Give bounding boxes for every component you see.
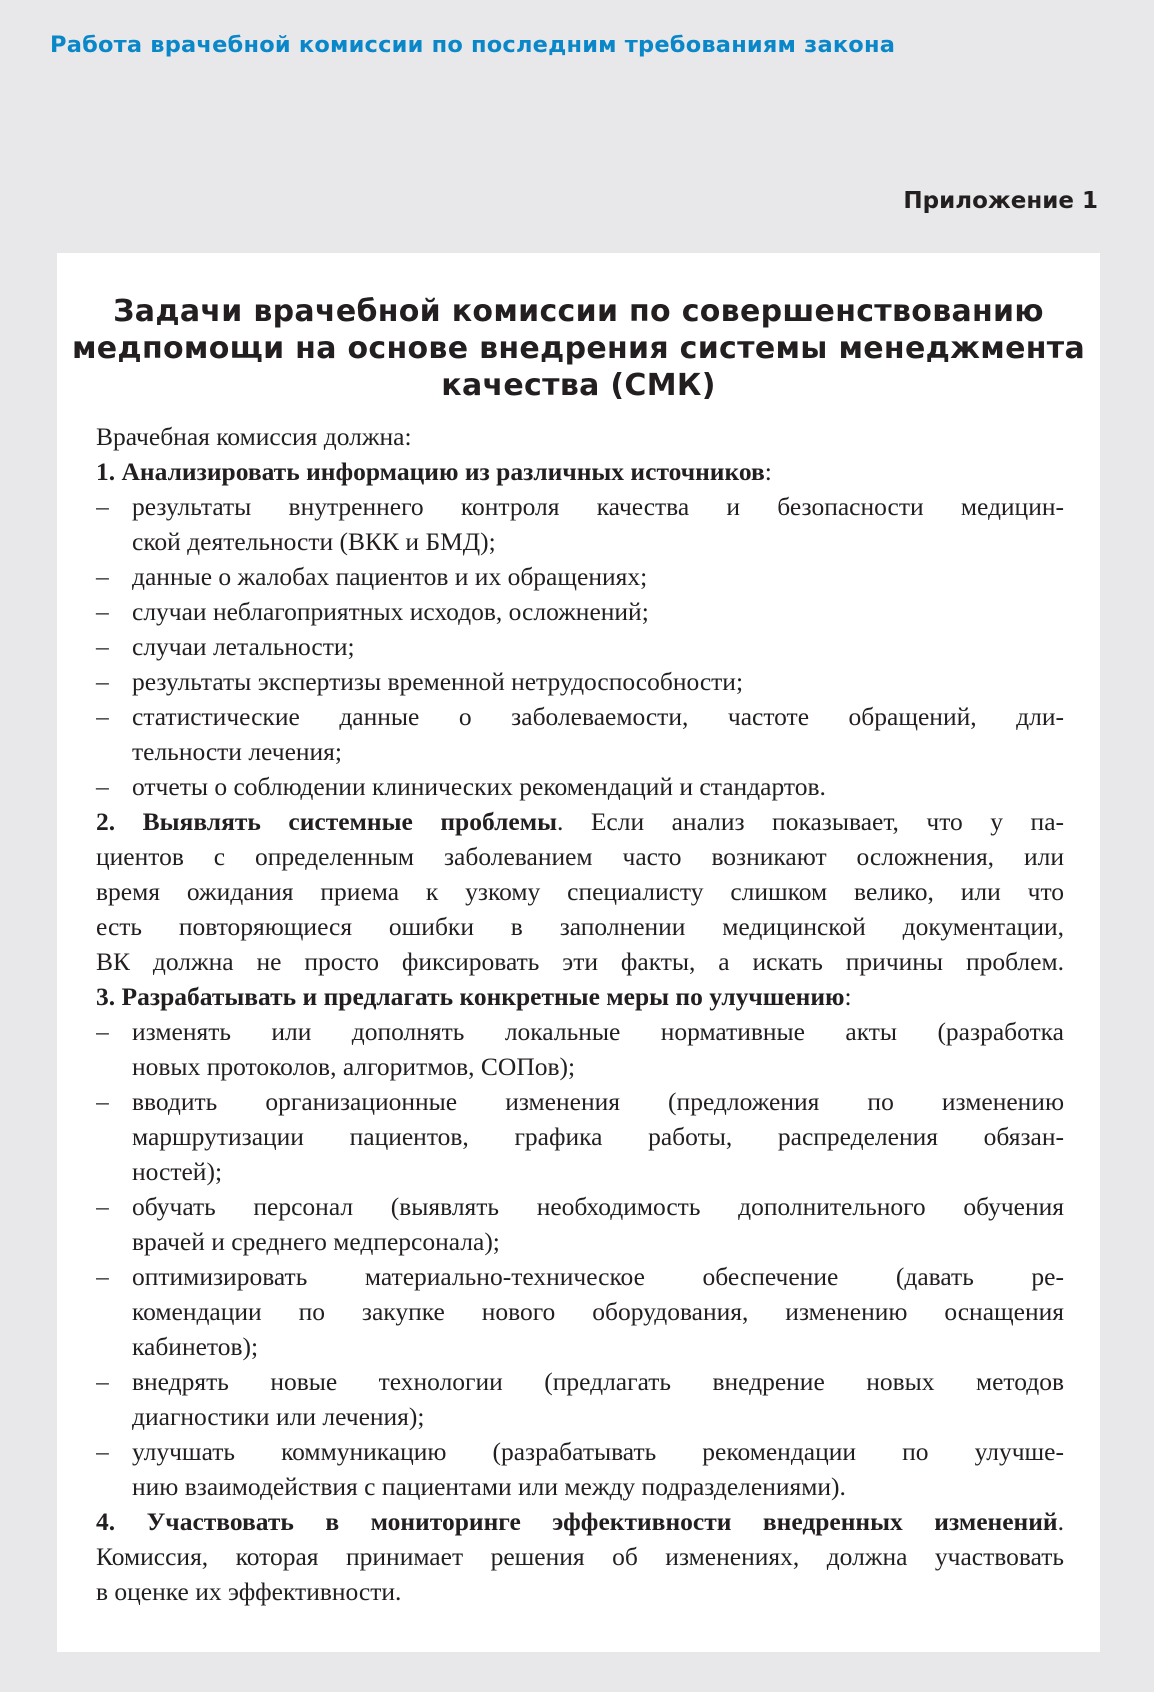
appendix-label: Приложение 1 (903, 188, 1098, 214)
list-item-continuation: диагностики или лечения); (132, 1402, 425, 1431)
list-item: – внедрять новые технологии (предлагать внедрение новых методов (96, 1364, 1064, 1399)
card-title-line: медпомощи на основе внедрения системы менеджмента (71, 331, 1086, 366)
section-2-heading: 2. Выявлять системные проблемы. Если анализ показывает, что у па- (96, 807, 1064, 836)
dash-bullet-icon: – (96, 1192, 109, 1221)
dash-bullet-icon: – (96, 772, 109, 801)
list-item-continuation: тельности лечения; (132, 737, 342, 766)
list-item: – оптимизировать материально-техническое обеспечение (давать ре- (96, 1259, 1064, 1294)
paragraph-line: Комиссия, которая принимает решения об изменениях, должна участвовать (96, 1542, 1064, 1571)
section-4-heading: 4. Участвовать в мониторинге эффективности внедренных изменений. (96, 1507, 1064, 1536)
card-body (96, 419, 1064, 1609)
paragraph-line: есть повторяющиеся ошибки в заполнении медицинской документации, (96, 912, 1064, 941)
dash-bullet-icon: – (96, 1367, 109, 1396)
list-item-continuation: маршрутизации пациентов, графика работы, распределения обязан- (132, 1122, 1064, 1151)
dash-bullet-icon: – (96, 1017, 109, 1046)
dash-bullet-icon: – (96, 562, 109, 591)
list-item: – данные о жалобах пациентов и их обращениях; (96, 559, 1064, 594)
list-item-continuation: кабинетов); (132, 1332, 259, 1361)
section-3-heading: 3. Разрабатывать и предлагать конкретные меры по улучшению: (96, 982, 852, 1011)
section-1-heading: 1. Анализировать информацию из различных источников: (96, 457, 772, 486)
list-item: – статистические данные о заболеваемости, частоте обращений, дли- (96, 699, 1064, 734)
list-item: – отчеты о соблюдении клинических рекомендаций и стандартов. (96, 769, 1064, 804)
list-item: – результаты внутреннего контроля качества и безопасности медицин- (96, 489, 1064, 524)
list-item: – вводить организационные изменения (предложения по изменению (96, 1084, 1064, 1119)
intro-text: Врачебная комиссия должна: (96, 422, 412, 451)
list-item-continuation: комендации по закупке нового оборудования, изменению оснащения (132, 1297, 1064, 1326)
dash-bullet-icon: – (96, 1437, 109, 1466)
list-item-continuation: ностей); (132, 1157, 223, 1186)
list-item-continuation: ской деятельности (ВКК и БМД); (132, 527, 496, 556)
running-header-title: Работа врачебной комиссии по последним требованиям закона (50, 32, 896, 58)
dash-bullet-icon: – (96, 1262, 109, 1291)
paragraph-line: ВК должна не просто фиксировать эти факты, а искать причины проблем. (96, 947, 1064, 976)
list-item: – результаты экспертизы временной нетрудоспособности; (96, 664, 1064, 699)
dash-bullet-icon: – (96, 492, 109, 521)
dash-bullet-icon: – (96, 667, 109, 696)
list-item: – изменять или дополнять локальные нормативные акты (разработка (96, 1014, 1064, 1049)
paragraph-line: в оценке их эффективности. (96, 1577, 402, 1606)
paragraph-line: циентов с определенным заболеванием часто возникают осложнения, или (96, 842, 1064, 871)
list-item: – случаи неблагоприятных исходов, осложнений; (96, 594, 1064, 629)
dash-bullet-icon: – (96, 597, 109, 626)
card-title-line: Задачи врачебной комиссии по совершенствованию (113, 294, 1044, 329)
paragraph-line: время ожидания приема к узкому специалисту слишком велико, или что (96, 877, 1064, 906)
list-item-continuation: врачей и среднего медперсонала); (132, 1227, 500, 1256)
dash-bullet-icon: – (96, 632, 109, 661)
appendix-card (57, 253, 1100, 1652)
list-item-continuation: новых протоколов, алгоритмов, СОПов); (132, 1052, 576, 1081)
card-title-line: качества (СМК) (441, 368, 716, 403)
dash-bullet-icon: – (96, 702, 109, 731)
card-title (57, 293, 1100, 404)
dash-bullet-icon: – (96, 1087, 109, 1116)
list-item-continuation: нию взаимодействия с пациентами или между подразделениями). (132, 1472, 846, 1501)
list-item: – случаи летальности; (96, 629, 1064, 664)
list-item: – обучать персонал (выявлять необходимость дополнительного обучения (96, 1189, 1064, 1224)
list-item: – улучшать коммуникацию (разрабатывать рекомендации по улучше- (96, 1434, 1064, 1469)
